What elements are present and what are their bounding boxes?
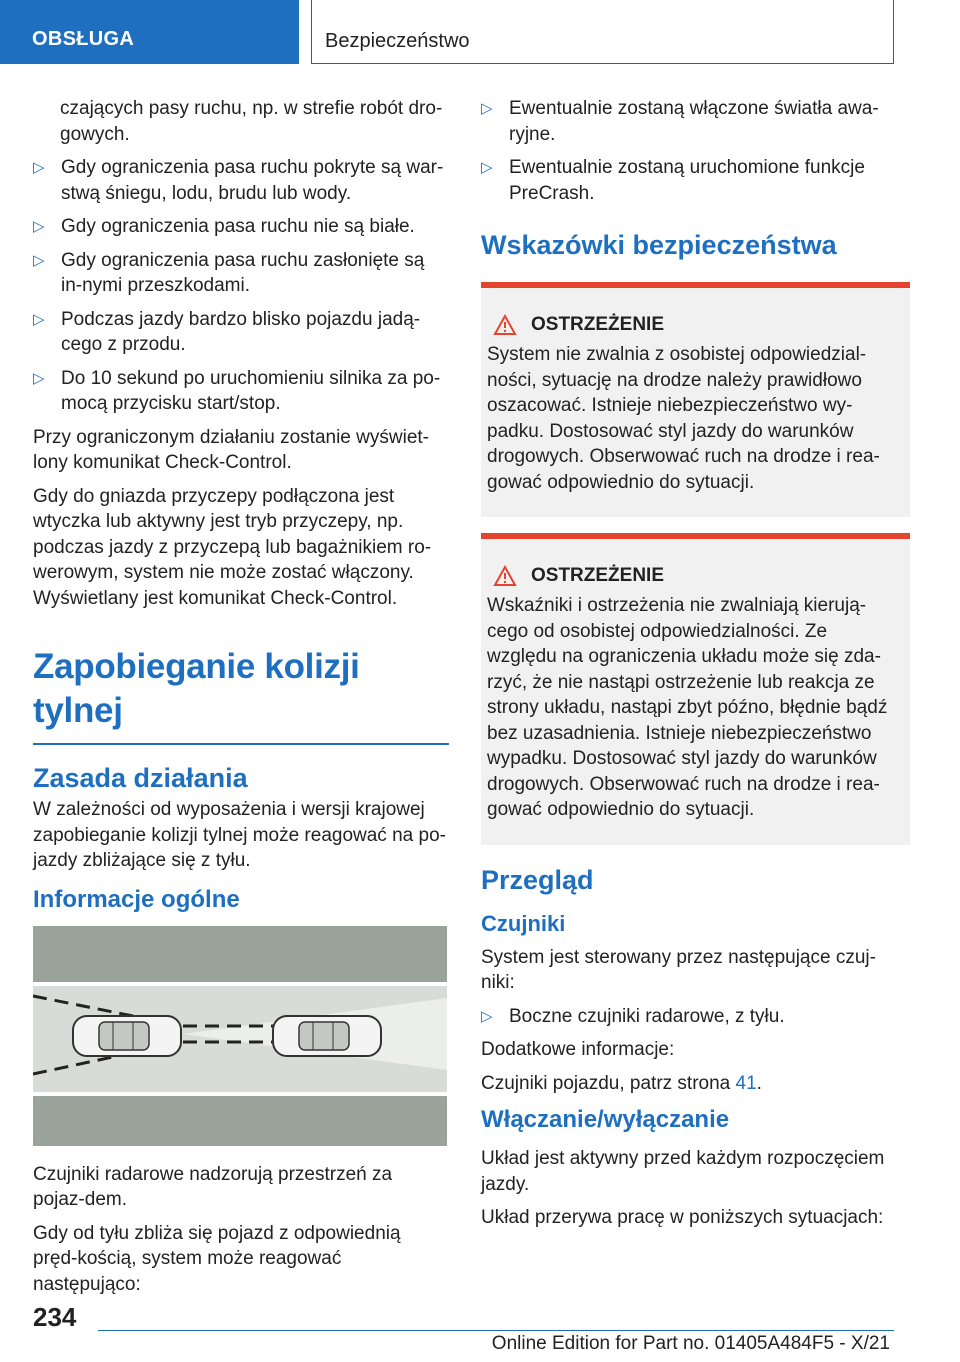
rear-collision-illustration [33,926,447,1146]
triangle-right-icon: ▷ [33,369,45,387]
warning-header [487,565,902,587]
paragraph: Czujniki radarowe nadzorują przestrzeń za pojaz-dem. [33,1163,393,1210]
paragraph: Dodatkowe informacje: [481,1039,675,1060]
paragraph: Przy ograniczonym działaniu zostanie wyświet-lony komunikat Check-Control. [33,426,429,473]
warning-box [481,533,910,845]
paragraph: System jest sterowany przez następujące czuj-niki: [481,946,876,993]
list-item: ▷ Ewentualnie zostaną włączone światła awa-ryjne. [481,96,897,147]
right-column [481,96,897,1239]
heading-rule [33,743,449,745]
footer-rule [98,1330,894,1331]
triangle-right-icon: ▷ [481,159,493,176]
list-item: ▷ Gdy ograniczenia pasa ruchu zasłonięte są in-nymi przeszkodami. [33,248,449,299]
warning-header [487,314,902,336]
section-heading-principle: Zasada działania [33,763,248,793]
list-item: ▷ Do 10 sekund po uruchomieniu silnika za po-mocą przycisku start/stop. [33,366,449,417]
left-column [33,96,449,1305]
section-heading-safety: Wskazówki bezpieczeństwa [481,230,837,260]
list-item: ▷ Boczne czujniki radarowe, z tyłu. [481,1004,897,1030]
triangle-right-icon: ▷ [481,100,493,117]
section-title: Bezpieczeństwo [325,30,470,52]
warning-text: Wskaźniki i ostrzeżenia nie zwalniają kierują-cego od osobistej odpowiedzialności. Ze względu na ograniczenia układu może się zda-rzyć, że nie nastąpi ostrzeżenie lub reakcja ze strony układu, nastąpi zbyt późno, błędnie bądź bez uzasadnienia. Istnieje niebezpieczeństwo wypadku. Dostosować styl jazdy do warunków drogowych. Obserwować ruch na drodze i rea-gować odpowiednio do sytuacji. [487,595,888,820]
chapter-tab [0,0,299,64]
paragraph: Gdy od tyłu zbliża się pojazd z odpowiednią pręd-kością, system może reagować następująco: [33,1222,401,1295]
warning-title: OSTRZEŻENIE [531,314,665,335]
section-heading-overview: Przegląd [481,864,594,895]
triangle-right-icon: ▷ [33,310,45,328]
car-front-icon [273,1016,381,1056]
subsection-heading-sensors: Czujniki [481,910,566,936]
section-heading-general: Informacje ogólne [33,885,240,913]
paragraph-with-link: Czujniki pojazdu, patrz strona 41. [481,1072,762,1094]
page-reference-link[interactable]: 41 [735,1072,757,1094]
warning-box [481,282,910,517]
chapter-label: OBSŁUGA [32,28,135,50]
warning-triangle-icon [493,314,517,336]
paragraph: Układ jest aktywny przed każdym rozpoczęciem jazdy. [481,1148,885,1195]
page-number: 234 [33,1302,77,1332]
triangle-right-icon: ▷ [33,218,45,235]
car-rear-icon [73,1016,181,1056]
triangle-right-icon: ▷ [481,1007,493,1025]
triangle-right-icon: ▷ [33,159,45,176]
list-item: ▷ Ewentualnie zostaną uruchomione funkcje PreCrash. [481,155,897,206]
paragraph: Gdy do gniazda przyczepy podłączona jest wtyczka lub aktywny jest tryb przyczepy, np. podczas jazdy z przyczepą lub bagażnikiem ro-werowym, system nie może zostać włączony. Wyświetlany jest komunikat Check-Control. [33,485,432,609]
edition-note: Online Edition for Part no. 01405A484F5 - X/21 [491,1333,890,1354]
list-item: ▷ Podczas jazdy bardzo blisko pojazdu jadą-cego z przodu. [33,307,449,358]
section-heading-onoff: Włączanie/wyłączanie [481,1106,730,1133]
chapter-heading: Zapobieganie kolizji tylnej [33,647,360,730]
list-item: ▷ Gdy ograniczenia pasa ruchu pokryte są war-stwą śniegu, lodu, brudu lub wody. [33,155,449,206]
warning-title: OSTRZEŻENIE [531,565,665,586]
continued-text: czających pasy ruchu, np. w strefie robót dro-gowych. [60,98,443,145]
paragraph: Układ przerywa pracę w poniższych sytuacjach: [481,1207,884,1228]
warning-text: System nie zwalnia z osobistej odpowiedzial-ności, sytuację na drodze należy prawidłowo oszacować. Istnieje niebezpieczeństwo wy-padku. Dostosować styl jazdy do warunków drogowych. Obserwować ruch na drodze i rea-gować odpowiednio do sytuacji. [487,344,880,493]
warning-triangle-icon [493,565,517,587]
list-item: ▷ Gdy ograniczenia pasa ruchu nie są białe. [33,214,449,240]
paragraph: W zależności od wyposażenia i wersji krajowej zapobieganie kolizji tylnej może reagować na po-jazdy zbliżające się z tyłu. [33,799,446,871]
triangle-right-icon: ▷ [33,251,45,269]
